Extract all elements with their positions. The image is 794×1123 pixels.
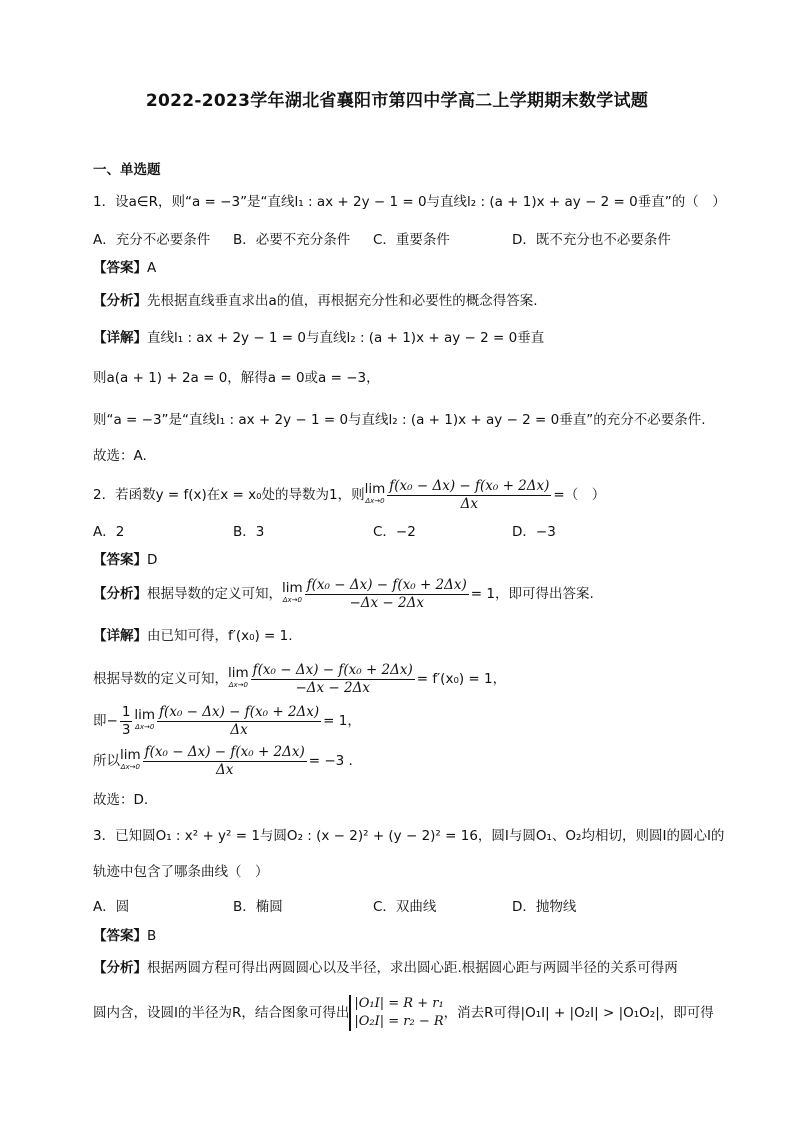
q1-options: [93, 228, 671, 248]
q1-detail-2: 则a(a + 1) + 2a = 0，解得a = 0或a = −3，: [93, 370, 380, 386]
fraction-denominator: Δx: [460, 495, 479, 512]
section-heading: 一、单选题: [93, 162, 161, 178]
fraction-denominator: −Δx − 2Δx: [295, 679, 370, 696]
page-title: 2022-2023学年湖北省襄阳市第四中学高二上学期期末数学试题: [145, 91, 649, 111]
limit-operator: lim Δx→0: [364, 481, 386, 505]
fraction-denominator: −Δx − 2Δx: [349, 594, 424, 611]
q3-options: [93, 895, 576, 915]
q2-detail-3: [93, 702, 361, 740]
detail-3-pre: 即−: [93, 713, 118, 729]
fraction-numerator: f(x₀ − Δx) − f(x₀ + 2Δx): [252, 661, 413, 678]
q2-stem-fraction: [387, 478, 551, 513]
q2-option-a: A．2: [93, 524, 125, 540]
q1-analysis: [93, 291, 538, 311]
detail-text: 由已知可得，f′(x₀) = 1.: [147, 628, 293, 644]
analysis-text: 根据两圆方程可得出两圆圆心以及半径，求出圆心距.根据圆心距与两圆半径的关系可得两: [147, 960, 678, 976]
detail-3-coefficient: [120, 704, 133, 739]
q1-option-a: A．充分不必要条件: [93, 232, 211, 248]
fraction-denominator: Δx: [216, 761, 234, 778]
analysis-fraction: [305, 577, 469, 612]
q2-stem: [93, 476, 605, 514]
system-row-2: |O₂I| = r₂ − R: [354, 1014, 444, 1029]
analysis-text: 先根据直线垂直求出a的值，再根据充分性和必要性的概念得答案.: [147, 293, 538, 309]
q1-stem: 1．设a∈R，则“a = −3”是“直线l₁ : ax + 2y − 1 = 0与直线l₂ : (a + 1)x + ay − 2 = 0垂直”的（ ）: [93, 194, 726, 210]
detail-4-pre: 所以: [93, 753, 120, 769]
fraction-numerator: f(x₀ − Δx) − f(x₀ + 2Δx): [159, 703, 320, 720]
detail-3-post: = 1，: [323, 713, 361, 729]
q2-detail-2: [93, 660, 506, 698]
q3-analysis-1: [93, 958, 678, 978]
analysis-tag: 【分析】: [93, 960, 147, 976]
fraction-denominator: 3: [121, 721, 131, 738]
detail-tag: 【详解】: [93, 628, 147, 644]
q3-analysis-2: [93, 993, 714, 1033]
q3-option-b: B．椭圆: [233, 899, 283, 915]
q1-conclusion: 故选：A.: [93, 448, 147, 464]
q2-option-d: D．−3: [512, 524, 556, 540]
analysis-tag: 【分析】: [93, 586, 147, 602]
q3-answer: [93, 926, 156, 946]
limit-subscript: Δx→0: [135, 723, 155, 731]
q3-option-a: A．圆: [93, 899, 130, 915]
q2-option-b: B．3: [233, 524, 265, 540]
answer-value: D: [147, 552, 158, 568]
detail-4-fraction: [143, 744, 307, 779]
q1-option-d: D．既不充分也不必要条件: [512, 232, 671, 248]
analysis-2-post: ，消去R可得|O₁I| + |O₂I| > |O₁O₂|，即可得: [443, 1005, 714, 1021]
answer-tag: 【答案】: [93, 552, 147, 568]
q2-detail-1: [93, 626, 293, 646]
fraction-numerator: 1: [121, 703, 131, 720]
detail-4-post: = −3 .: [308, 753, 353, 769]
q1-option-b: B．必要不充分条件: [233, 232, 351, 248]
system-row-1: |O₁I| = R + r₁: [354, 996, 444, 1011]
limit-operator: lim Δx→0: [120, 747, 141, 771]
fraction-numerator: f(x₀ − Δx) − f(x₀ + 2Δx): [306, 576, 467, 593]
q2-answer: [93, 550, 157, 570]
q1-detail-1: [93, 328, 544, 348]
analysis-post: = 1，即可得出答案.: [470, 586, 594, 602]
limit-subscript: Δx→0: [365, 497, 385, 505]
q2-stem-pre: 2．若函数y = f(x)在x = x₀处的导数为1，则: [93, 487, 365, 503]
detail-3-fraction: [157, 704, 321, 739]
answer-value: A: [147, 260, 157, 276]
q3-option-d: D．抛物线: [512, 899, 577, 915]
fraction-numerator: f(x₀ − Δx) − f(x₀ + 2Δx): [144, 743, 305, 760]
limit-operator: lim Δx→0: [282, 580, 303, 604]
q2-detail-4: [93, 742, 353, 780]
q2-conclusion: 故选：D.: [93, 792, 149, 808]
analysis-2-pre: 圆内含，设圆I的半径为R，结合图象可得出: [93, 1005, 350, 1021]
detail-2-post: = f′(x₀) = 1，: [416, 671, 507, 687]
q3-stem-line-2: 轨迹中包含了哪条曲线（ ）: [93, 864, 269, 880]
limit-operator: lim Δx→0: [228, 665, 249, 689]
q1-detail-3: 则“a = −3”是“直线l₁ : ax + 2y − 1 = 0与直线l₂ : (a + 1)x + ay − 2 = 0垂直”的充分不必要条件.: [93, 412, 706, 428]
q2-option-c: C．−2: [373, 524, 416, 540]
detail-2-fraction: [251, 662, 415, 697]
q3-stem-line-1: 3．已知圆O₁ : x² + y² = 1与圆O₂ : (x − 2)² + (y − 2)² = 16，圆I与圆O₁、O₂均相切，则圆I的圆心I的: [93, 828, 725, 844]
detail-text: 直线l₁ : ax + 2y − 1 = 0与直线l₂ : (a + 1)x + ay − 2 = 0垂直: [147, 330, 545, 346]
limit-operator: lim Δx→0: [134, 707, 156, 731]
analysis-pre: 根据导数的定义可知，: [147, 586, 282, 602]
answer-value: B: [147, 928, 157, 944]
q2-analysis: [93, 575, 594, 613]
q1-answer: [93, 258, 156, 278]
answer-tag: 【答案】: [93, 260, 147, 276]
answer-tag: 【答案】: [93, 928, 147, 944]
analysis-tag: 【分析】: [93, 293, 147, 309]
equation-system: [349, 995, 443, 1031]
detail-tag: 【详解】: [93, 330, 147, 346]
q3-option-c: C．双曲线: [373, 899, 437, 915]
fraction-denominator: Δx: [230, 721, 248, 738]
limit-subscript: Δx→0: [120, 763, 140, 771]
limit-subscript: Δx→0: [228, 681, 248, 689]
q1-option-c: C．重要条件: [373, 232, 450, 248]
limit-subscript: Δx→0: [282, 596, 302, 604]
detail-2-pre: 根据导数的定义可知，: [93, 671, 228, 687]
q2-stem-post: =（ ）: [553, 487, 606, 503]
q2-options: [93, 520, 556, 540]
fraction-numerator: f(x₀ − Δx) − f(x₀ + 2Δx): [389, 477, 550, 494]
